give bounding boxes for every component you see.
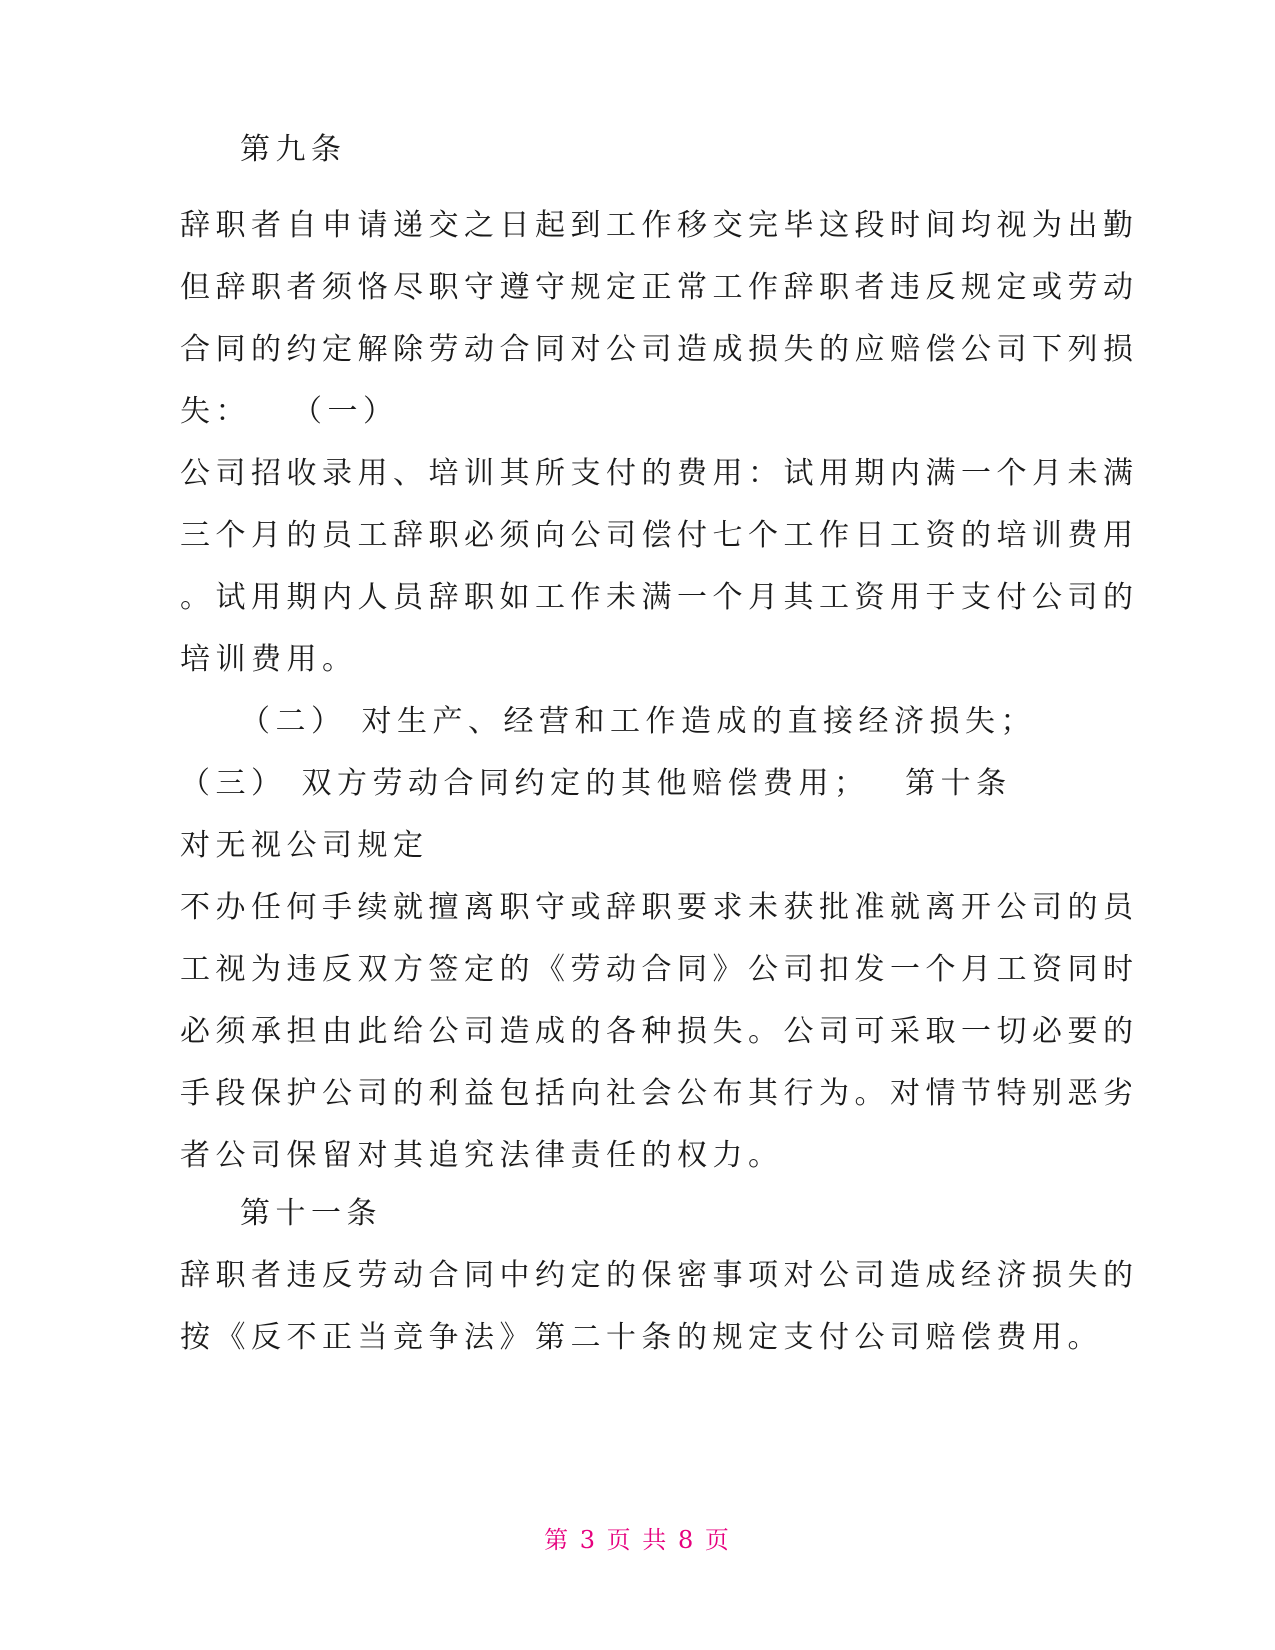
article-heading-9: 第九条 — [240, 132, 347, 167]
body-line: 对无视公司规定 — [180, 828, 429, 863]
article-heading-11: 第十一条 — [240, 1196, 382, 1231]
page-number-text: 第 3 页 共 8 页 — [544, 1526, 731, 1554]
body-line: 但辞职者须恪尽职守遵守规定正常工作辞职者违反规定或劳动 — [180, 270, 1139, 305]
body-line: 手段保护公司的利益包括向社会公布其行为。对情节特别恶劣 — [180, 1076, 1139, 1111]
body-line: 必须承担由此给公司造成的各种损失。公司可采取一切必要的 — [180, 1014, 1139, 1049]
page-number-footer — [0, 1520, 1275, 1555]
body-line: 。试用期内人员辞职如工作未满一个月其工资用于支付公司的 — [180, 580, 1139, 615]
list-item-2: （二） 对生产、经营和工作造成的直接经济损失； — [240, 704, 1037, 739]
body-line: 辞职者自申请递交之日起到工作移交完毕这段时间均视为出勤 — [180, 208, 1139, 243]
body-line: 工视为违反双方签定的《劳动合同》公司扣发一个月工资同时 — [180, 952, 1139, 987]
body-line: 者公司保留对其追究法律责任的权力。 — [180, 1138, 784, 1173]
body-line: 三个月的员工辞职必须向公司偿付七个工作日工资的培训费用 — [180, 518, 1139, 553]
list-item-3: （三） 双方劳动合同约定的其他赔偿费用； 第十条 — [180, 766, 1012, 801]
body-line: 按《反不正当竞争法》第二十条的规定支付公司赔偿费用。 — [180, 1320, 1103, 1355]
body-line: 失： （一） — [180, 394, 399, 429]
body-line: 合同的约定解除劳动合同对公司造成损失的应赔偿公司下列损 — [180, 332, 1139, 367]
body-line: 培训费用。 — [180, 642, 358, 677]
body-line: 不办任何手续就擅离职守或辞职要求未获批准就离开公司的员 — [180, 890, 1139, 925]
body-line: 辞职者违反劳动合同中约定的保密事项对公司造成经济损失的 — [180, 1258, 1139, 1293]
body-line: 公司招收录用、培训其所支付的费用：试用期内满一个月未满 — [180, 456, 1139, 491]
